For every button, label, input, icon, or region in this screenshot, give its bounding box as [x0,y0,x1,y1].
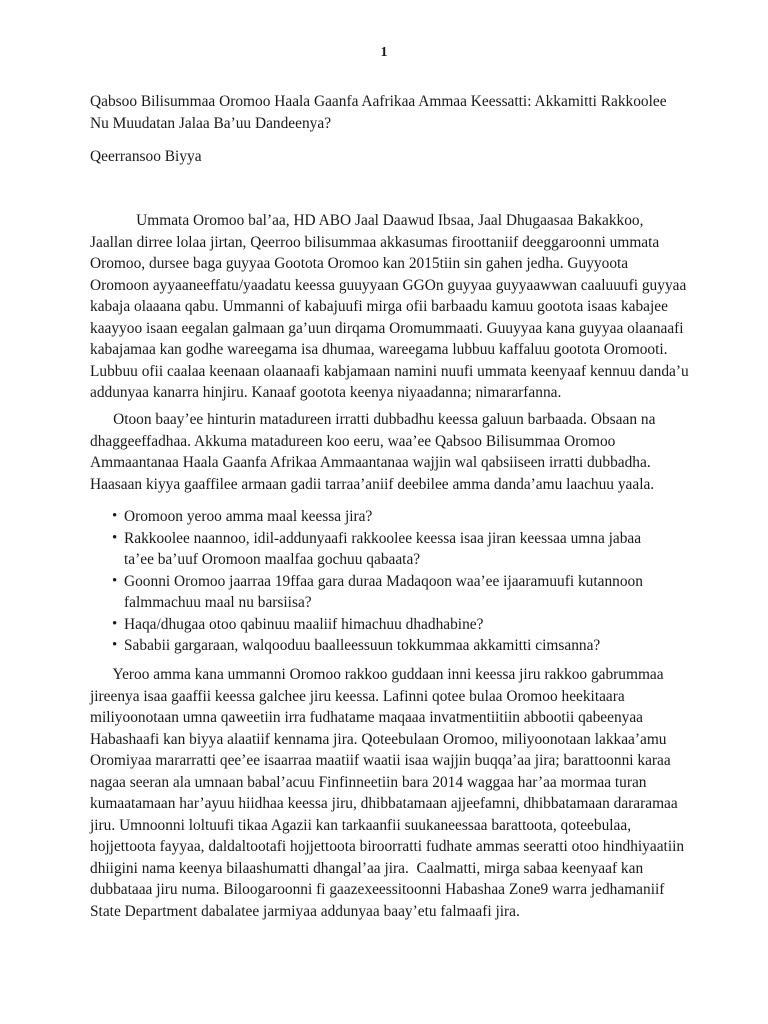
document-title [90,91,690,134]
list-item-text: Rakkoolee naannoo, idil-addunyaafi rakkoolee keessa isaa jiran keessaa umna jabaa [124,529,642,547]
paragraph-line: dubbataaa jiru numa. Biloogaroonni fi gaazexeessitoonni Habashaa Zone9 warra jedhamaniif [90,881,665,898]
list-item [90,635,690,657]
paragraph-line: kabaja olaaana qabu. Ummanni of kabajuufi mirga ofii barbaadu kamuu gootota isaas kabajee [90,298,668,315]
paragraph-line: jiru. Umnoonni loltuufi tikaa Agazii kan tarkaanfii suukaneessaa barattoota, qoteebulaa, [90,816,632,834]
paragraph-line: Ummata Oromoo bal’aa, HD ABO Jaal Daawud Ibsaa, Jaal Dhugaasaa Bakakkoo, [90,212,644,229]
bullet-icon: • [112,637,118,653]
paragraph-line: miliyoonotaan umna qaweetiin irra fudhatame maqaaa invatmentiitiin abbootii qabeenyaa [90,709,644,726]
question-list [90,506,690,657]
paragraph-line: Oromoo, dursee baga guyyaa Gootota Oromoo kan 2015tiin sin gahen jedha. Guyyoota [90,255,629,272]
paragraph-line: kumaatamaan har’ayuu hiidhaa keessa jiru, dhibbatamaan ajjeefamni, dhibbatamaan dararamaa [90,795,678,812]
bullet-icon: • [112,572,118,589]
list-item-text: Sababii gargaraan, walqooduu baalleessuun tokkummaa akkamitti cimsanna? [124,637,601,654]
paragraph-line: nagaa seeran ala umnaan babal’acuu Finfinneetiin bara 2014 waggaa har’aa mormaa turan [90,773,647,791]
paragraph-situation [90,664,685,922]
list-item [90,571,690,614]
paragraph-line: hojjettoota fayyaa, daldaltootafi hojjettoota biroorratti fudhate ammas seeratti otoo hindhiyaatiin [90,838,685,855]
paragraph-line: dhaggeeffadhaa. Akkuma matadureen koo eeru, waa’ee Qabsoo Bilisummaa Oromoo [90,432,616,450]
list-item [90,528,690,571]
paragraph-line: Ammaantanaa Haala Gaanfa Afrikaa Ammaantanaa wajjin wal qabsiiseen irratti dubbadha. [90,454,651,471]
list-item-text: ta’ee ba’uuf Oromoon maalfaa gochuu qabaata? [124,551,421,568]
title-line: Qabsoo Bilisummaa Oromoo Haala Gaanfa Aafrikaa Ammaa Keessatti: Akkamitti Rakkoolee [90,93,667,110]
paragraph-line: Oromoon ayyaaneeffatu/yaadatu keessa guuyyaan GGOn guyyaa guyyaawwan caaluuufi guyyaa [90,276,687,294]
list-item-text: Goonni Oromoo jaarraa 19ffaa gara duraa Madaqoon waa’ee ijaaramuufi kutannoon [124,572,643,590]
paragraph-line: Yeroo amma kana ummanni Oromoo rakkoo guddaan inni keessa jiru rakkoo gabrummaa [90,666,664,683]
list-item-text: falmmachuu maal nu barsiisa? [124,594,312,611]
paragraph-intro [90,210,689,404]
paragraph-line: kabajamaa kan godhe wareegama isa dhumaa, wareegama lubbuu kaffaluu gootota Oromooti. [90,341,668,358]
bullet-icon: • [112,529,118,546]
document-author: Qeerransoo Biyya [90,148,202,165]
paragraph-line: addunyaa kanarra hinjiru. Kanaaf gootota keenya niyaadanna; nimararfanna. [90,384,562,401]
paragraph-line: Lubbuu ofii caalaa keenaan olaanaafi kabjamaan namini nuufi ummata keenyaaf kennuu danda’u [90,362,689,380]
paragraph-line: Otoon baay’ee hinturin matadureen irratti dubbadhu keessa galuun barbaada. Obsaan na [90,411,656,428]
list-item [90,614,690,636]
bullet-icon: • [112,615,118,632]
paragraph-line: State Department dabalatee jarmiyaa addunyaa baay’etu falmaafi jira. [90,902,520,920]
list-item-text: Oromoon yeroo amma maal keessa jira? [124,508,373,525]
paragraph-line: dhiigini nama keenya bilaashumatti dhangal’aa jira. Caalmatti, mirga sabaa keenyaaf kan [90,859,644,877]
list-item [90,506,690,528]
paragraph-line: Haasaan kiyya gaaffilee armaan gadii tarraa’aniif deebilee amma danda’amu laachuu yaala. [90,475,655,493]
paragraph-line: Oromiyaa mararratti qee’ee isaarraa maatiif waatii isaa wajjin buqqa’aa jira; barattoonni karaa [90,752,671,769]
paragraph-line: jireenya isaa gaaffii keessa galchee jiru keessa. Lafinni qotee bulaa Oromoo heekitaara [90,687,625,705]
paragraph-topic [90,409,675,495]
page-number: 1 [380,45,388,60]
bullet-icon: • [112,508,118,524]
paragraph-line: kaayyoo isaan eegalan galmaan ga’uun dirqama Oromummaati. Guuyyaa kana guyyaa olaanaafi [90,319,684,337]
title-line: Nu Muudatan Jalaa Ba’uu Dandeenya? [90,114,332,132]
list-item-text: Haqa/dhugaa otoo qabinuu maaliif himachuu dhadhabine? [124,615,484,633]
paragraph-line: Jaallan dirree lolaa jirtan, Qeerroo bilisummaa akkasumas firoottaniif deeggaroonni ummata [90,233,660,251]
paragraph-line: Habashaafi kan biyya alaatiif kennama jira. Qoteebulaan Oromoo, miliyoonotaan lakkaa’amu [90,730,667,748]
